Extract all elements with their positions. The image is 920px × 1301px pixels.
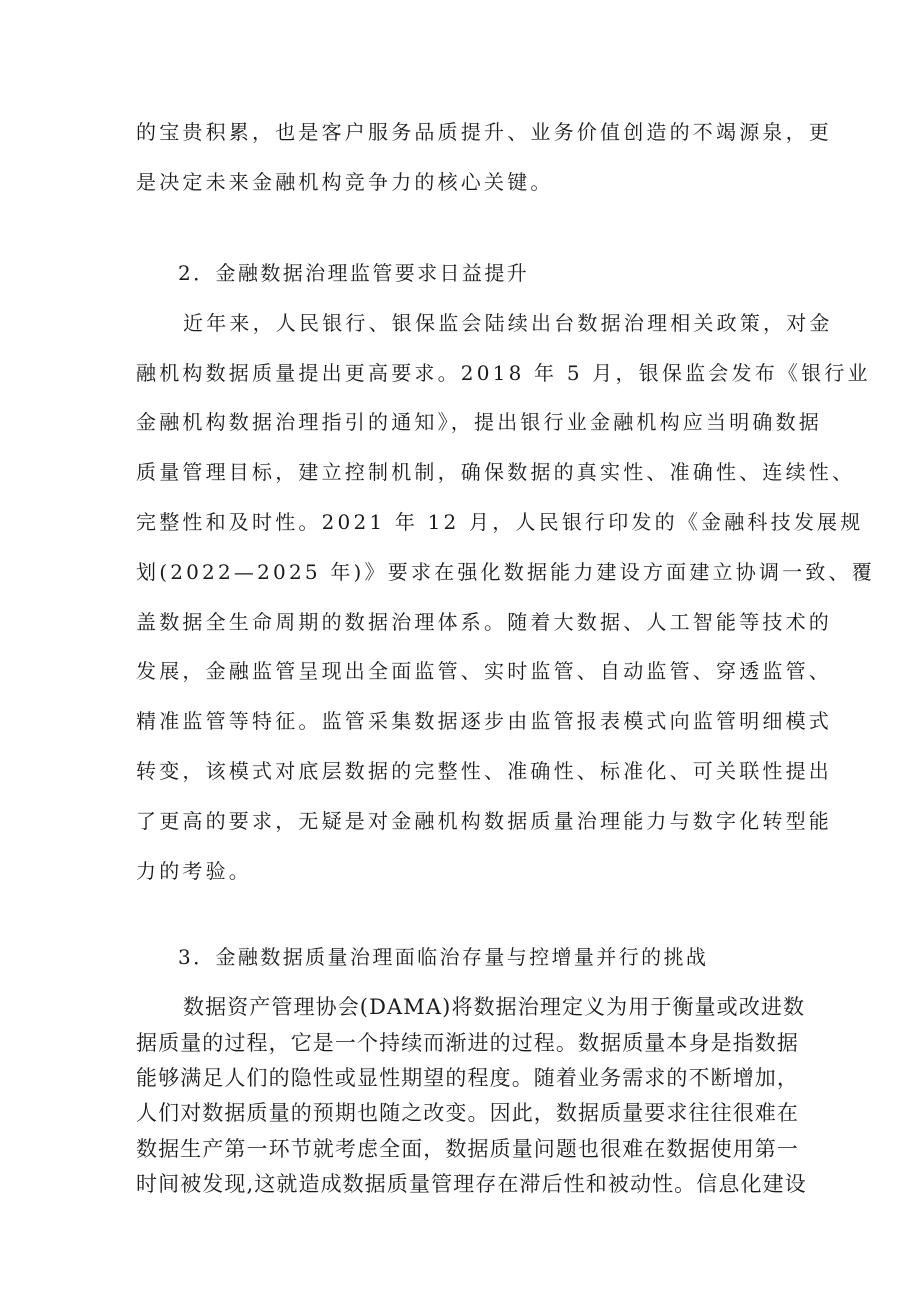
paragraph-line: 融机构数据质量提出更高要求。2018 年 5 月，银保监会发布《银行业: [136, 361, 871, 385]
paragraph-line: 发展，金融监管呈现出全面监管、实时监管、自动监管、穿透监管、: [136, 659, 832, 683]
paragraph-line: 据质量的过程，它是一个持续而渐进的过程。数据质量本身是指数据: [136, 1031, 799, 1055]
paragraph-line: 力的考验。: [136, 859, 252, 883]
paragraph-line: 人们对数据质量的预期也随之改变。因此，数据质量要求往往很难在: [136, 1101, 799, 1125]
section-heading: 2．金融数据治理监管要求日益提升: [178, 261, 530, 285]
paragraph-line: 质量管理目标，建立控制机制，确保数据的真实性、准确性、连续性、: [136, 460, 856, 484]
section-heading: 3．金融数据质量治理面临治存量与控增量并行的挑战: [178, 945, 709, 969]
paragraph-line: 的宝贵积累，也是客户服务品质提升、业务价值创造的不竭源泉，更: [136, 120, 832, 144]
paragraph-line: 盖数据全生命周期的数据治理体系。随着大数据、人工智能等技术的: [136, 610, 832, 634]
paragraph-line: 能够满足人们的隐性或显性期望的程度。随着业务需求的不断增加，: [136, 1066, 799, 1090]
paragraph-line: 划(2022—2025 年)》要求在强化数据能力建设方面建立协调一致、覆: [136, 560, 875, 584]
paragraph-line: 近年来，人民银行、银保监会陆续出台数据治理相关政策，对金: [183, 311, 833, 335]
paragraph-line: 金融机构数据治理指引的通知》，提出银行业金融机构应当明确数据: [136, 410, 822, 434]
paragraph-line: 了更高的要求，无疑是对金融机构数据质量治理能力与数字化转型能: [136, 809, 832, 833]
paragraph-line: 时间被发现,这就造成数据质量管理存在滞后性和被动性。信息化建设: [136, 1172, 807, 1196]
paragraph-line: 数据资产管理协会(DAMA)将数据治理定义为用于衡量或改进数: [183, 995, 806, 1019]
paragraph-line: 是决定未来金融机构竞争力的核心关键。: [136, 170, 554, 194]
paragraph-line: 完整性和及时性。2021 年 12 月，人民银行印发的《金融科技发展规: [136, 510, 864, 534]
paragraph-line: 转变，该模式对底层数据的完整性、准确性、标准化、可关联性提出: [136, 759, 832, 783]
paragraph-line: 数据生产第一环节就考虑全面，数据质量问题也很难在数据使用第一: [136, 1137, 799, 1161]
paragraph-line: 精准监管等特征。监管采集数据逐步由监管报表模式向监管明细模式: [136, 709, 832, 733]
